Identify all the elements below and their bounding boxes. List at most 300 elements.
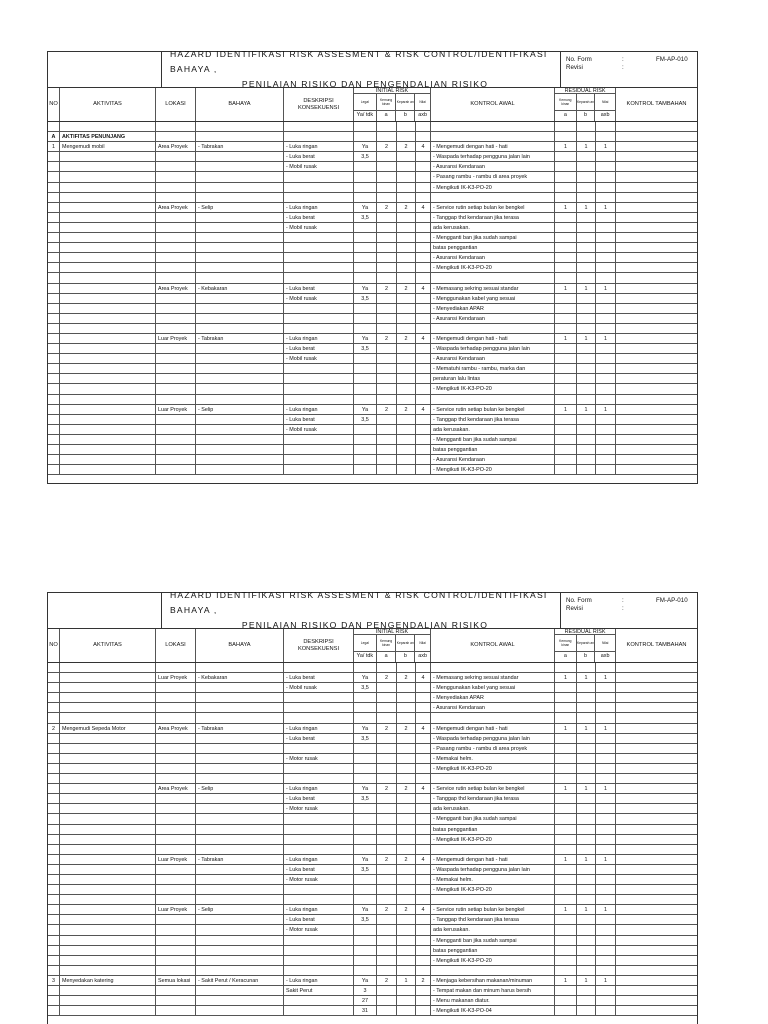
table-cell	[60, 253, 156, 262]
table-cell	[555, 804, 577, 813]
table-cell	[60, 273, 156, 282]
table-cell	[596, 273, 616, 282]
table-cell	[196, 223, 284, 232]
table-cell	[397, 314, 416, 323]
table-cell	[616, 122, 697, 131]
table-cell: - Mobil rusak	[284, 354, 354, 363]
table-cell	[397, 925, 416, 934]
table-cell	[354, 304, 377, 313]
table-cell	[416, 243, 431, 252]
table-cell	[577, 263, 596, 272]
table-cell	[196, 374, 284, 383]
table-cell	[284, 384, 354, 393]
table-cell: Ya	[354, 405, 377, 414]
table-cell	[354, 936, 377, 945]
no-form-value: FM-AP-010	[656, 56, 688, 63]
table-cell	[397, 663, 416, 672]
table-cell	[616, 1006, 697, 1015]
table-cell	[156, 445, 196, 454]
table-cell: 3,5	[354, 915, 377, 924]
table-cell: - Mengikuti IK-K3-PO-20	[431, 956, 555, 965]
table-cell	[555, 152, 577, 161]
table-cell: - Tanggap thd kendaraan jika terasa	[431, 213, 555, 222]
table-cell	[354, 774, 377, 783]
table-cell	[616, 314, 697, 323]
table-cell	[596, 193, 616, 202]
table-cell: - Tanggap thd kendaraan jika terasa	[431, 915, 555, 924]
column-headers	[48, 88, 697, 122]
table-row	[48, 374, 697, 384]
table-cell	[577, 764, 596, 773]
table-cell: - Luka berat	[284, 865, 354, 874]
table-cell	[284, 395, 354, 404]
table-cell	[196, 263, 284, 272]
table-cell: - Tanggap thd kendaraan jika terasa	[431, 415, 555, 424]
table-cell	[60, 835, 156, 844]
table-row	[48, 996, 697, 1006]
table-cell	[48, 223, 60, 232]
table-cell: Semua lokasi	[156, 976, 196, 985]
table-cell: 4	[416, 334, 431, 343]
table-cell	[284, 193, 354, 202]
table-cell: 4	[416, 405, 431, 414]
table-cell	[48, 794, 60, 803]
table-row	[48, 384, 697, 394]
table-cell: - Sakit Perut / Keracunan	[196, 976, 284, 985]
table-cell	[48, 415, 60, 424]
table-cell: 2	[397, 142, 416, 151]
table-cell	[397, 243, 416, 252]
table-cell	[60, 754, 156, 763]
table-cell	[616, 855, 697, 864]
table-cell	[284, 825, 354, 834]
table-cell	[555, 835, 577, 844]
table-cell	[354, 804, 377, 813]
table-cell: 1	[596, 142, 616, 151]
table-row	[48, 273, 697, 283]
table-cell	[616, 734, 697, 743]
table-cell	[354, 122, 377, 131]
table-row	[48, 364, 697, 374]
table-cell	[196, 663, 284, 672]
table-cell	[397, 162, 416, 171]
table-cell: - Luka ringan	[284, 976, 354, 985]
table-cell	[156, 996, 196, 1005]
table-cell: 1	[555, 855, 577, 864]
table-cell	[48, 314, 60, 323]
table-cell	[416, 465, 431, 474]
table-cell	[196, 243, 284, 252]
table-cell	[397, 294, 416, 303]
table-cell	[354, 455, 377, 464]
table-cell	[354, 183, 377, 192]
table-cell	[354, 425, 377, 434]
table-cell	[284, 445, 354, 454]
table-cell	[416, 734, 431, 743]
table-cell	[577, 223, 596, 232]
table-cell	[555, 162, 577, 171]
col-kontrol-awal: KONTROL AWAL	[431, 88, 555, 121]
table-row	[48, 203, 697, 213]
table-cell	[397, 936, 416, 945]
table-cell	[156, 193, 196, 202]
table-cell	[416, 344, 431, 353]
table-cell	[284, 956, 354, 965]
table-cell: Ya	[354, 203, 377, 212]
table-row	[48, 455, 697, 465]
table-cell	[377, 162, 397, 171]
table-cell	[156, 986, 196, 995]
table-cell	[284, 455, 354, 464]
table-cell: 1	[555, 203, 577, 212]
table-cell	[156, 845, 196, 854]
table-cell	[354, 253, 377, 262]
table-row	[48, 925, 697, 935]
table-cell	[616, 986, 697, 995]
table-cell	[596, 865, 616, 874]
table-cell: - Tabrakan	[196, 142, 284, 151]
table-cell	[48, 784, 60, 793]
table-row	[48, 1006, 697, 1016]
table-cell: - Mengikuti IK-K3-PO-20	[431, 384, 555, 393]
table-cell	[596, 693, 616, 702]
table-cell	[431, 966, 555, 975]
table-cell: 1	[596, 673, 616, 682]
table-cell	[156, 754, 196, 763]
table-cell	[60, 915, 156, 924]
table-cell	[431, 895, 555, 904]
table-cell	[577, 865, 596, 874]
table-cell	[377, 925, 397, 934]
table-cell	[48, 445, 60, 454]
table-cell: 4	[416, 203, 431, 212]
table-cell	[60, 703, 156, 712]
table-cell	[377, 455, 397, 464]
table-cell	[60, 162, 156, 171]
table-cell	[354, 395, 377, 404]
table-cell	[60, 213, 156, 222]
table-cell	[416, 996, 431, 1005]
table-cell	[577, 814, 596, 823]
table-cell	[377, 663, 397, 672]
table-cell	[577, 233, 596, 242]
table-cell	[416, 263, 431, 272]
table-cell	[577, 425, 596, 434]
table-cell	[377, 132, 397, 141]
table-cell	[416, 925, 431, 934]
table-cell	[196, 885, 284, 894]
table-cell	[196, 435, 284, 444]
table-cell	[196, 693, 284, 702]
table-cell	[577, 162, 596, 171]
table-cell	[196, 233, 284, 242]
table-cell	[616, 976, 697, 985]
table-cell	[577, 774, 596, 783]
table-cell	[196, 425, 284, 434]
table-cell	[48, 925, 60, 934]
form-header	[48, 590, 697, 630]
table-cell	[48, 865, 60, 874]
table-cell: - Mematuhi rambu - rambu, marka dan	[431, 364, 555, 373]
table-cell	[577, 703, 596, 712]
table-cell: 1	[596, 334, 616, 343]
table-cell	[596, 223, 616, 232]
table-cell	[596, 764, 616, 773]
table-cell	[616, 243, 697, 252]
table-cell	[616, 354, 697, 363]
table-cell	[377, 845, 397, 854]
table-cell: 2	[377, 673, 397, 682]
table-cell	[397, 915, 416, 924]
table-cell	[577, 875, 596, 884]
table-cell	[555, 344, 577, 353]
table-cell	[354, 875, 377, 884]
table-cell: 1	[596, 203, 616, 212]
table-cell: - Kebakaran	[196, 673, 284, 682]
table-cell: - Menggunakan kabel yang sesuai	[431, 294, 555, 303]
table-row	[48, 243, 697, 253]
table-cell	[196, 764, 284, 773]
table-cell	[354, 825, 377, 834]
initial-risk-group: INITIAL RISK Legal Kemung kinan Keparah an Nilai Ya/ tdk a b axb	[354, 629, 431, 662]
table-cell	[284, 996, 354, 1005]
table-cell: Area Proyek	[156, 203, 196, 212]
table-row	[48, 794, 697, 804]
table-row	[48, 183, 697, 193]
table-cell	[377, 152, 397, 161]
table-cell	[377, 344, 397, 353]
col-bahaya: BAHAYA	[196, 88, 284, 121]
table-cell	[596, 344, 616, 353]
table-cell	[196, 324, 284, 333]
table-cell	[60, 865, 156, 874]
table-cell	[284, 273, 354, 282]
table-cell	[555, 956, 577, 965]
table-cell	[284, 364, 354, 373]
table-cell	[48, 734, 60, 743]
table-cell: Ya	[354, 142, 377, 151]
table-cell	[48, 364, 60, 373]
table-cell	[156, 354, 196, 363]
table-cell	[156, 415, 196, 424]
table-cell	[555, 915, 577, 924]
table-cell: - Mengikuti IK-K3-PO-20	[431, 183, 555, 192]
table-cell	[156, 764, 196, 773]
table-cell	[196, 986, 284, 995]
form-title	[162, 590, 561, 630]
form-meta: No. Form : FM-AP-010 Revisi :	[566, 597, 688, 612]
table-cell	[377, 693, 397, 702]
col-lokasi: LOKASI	[156, 629, 196, 662]
table-cell	[48, 152, 60, 161]
table-cell	[48, 754, 60, 763]
table-cell	[416, 683, 431, 692]
table-cell	[596, 845, 616, 854]
table-cell	[60, 415, 156, 424]
table-cell: - Luka berat	[284, 152, 354, 161]
table-cell	[555, 936, 577, 945]
table-cell	[60, 774, 156, 783]
table-cell	[616, 754, 697, 763]
residual-risk-group: RESIDUAL RISK Kemung kinan Keparah an Nilai a b axb	[555, 88, 616, 121]
table-cell	[555, 754, 577, 763]
table-cell: 1	[577, 142, 596, 151]
table-cell	[354, 956, 377, 965]
table-cell	[596, 966, 616, 975]
table-cell	[48, 915, 60, 924]
table-cell	[48, 263, 60, 272]
table-body	[48, 122, 697, 475]
table-cell: - Menu makanan diatur.	[431, 996, 555, 1005]
table-cell	[416, 814, 431, 823]
table-cell: - Menyediakan APAR	[431, 693, 555, 702]
table-cell	[397, 132, 416, 141]
table-cell	[555, 774, 577, 783]
table-cell	[416, 956, 431, 965]
table-cell	[284, 233, 354, 242]
table-cell	[48, 213, 60, 222]
table-cell	[156, 364, 196, 373]
table-cell	[60, 986, 156, 995]
table-cell	[555, 744, 577, 753]
table-cell	[60, 814, 156, 823]
table-cell	[596, 183, 616, 192]
table-cell	[196, 273, 284, 282]
table-cell	[555, 764, 577, 773]
table-cell	[577, 885, 596, 894]
table-cell	[377, 865, 397, 874]
table-cell	[577, 344, 596, 353]
table-row	[48, 804, 697, 814]
table-cell: 3,5	[354, 683, 377, 692]
table-cell	[616, 405, 697, 414]
table-cell: - Luka berat	[284, 734, 354, 743]
no-form-label: No. Form	[566, 597, 592, 604]
table-cell: - Menyediakan APAR	[431, 304, 555, 313]
table-row	[48, 162, 697, 172]
table-cell: 3,5	[354, 794, 377, 803]
table-cell: 27	[354, 996, 377, 1005]
table-cell	[555, 693, 577, 702]
table-cell	[196, 703, 284, 712]
table-cell	[60, 784, 156, 793]
table-cell	[616, 273, 697, 282]
table-cell	[354, 233, 377, 242]
table-row	[48, 713, 697, 723]
table-cell	[596, 314, 616, 323]
table-cell	[48, 956, 60, 965]
table-cell	[156, 172, 196, 181]
table-cell	[397, 364, 416, 373]
table-cell	[616, 213, 697, 222]
table-cell	[616, 825, 697, 834]
table-row	[48, 152, 697, 162]
table-cell	[431, 132, 555, 141]
table-cell	[577, 364, 596, 373]
table-cell	[616, 683, 697, 692]
initial-risk-title: INITIAL RISK	[354, 629, 430, 635]
table-row	[48, 774, 697, 784]
table-cell	[596, 895, 616, 904]
table-cell: 1	[555, 142, 577, 151]
table-cell	[616, 324, 697, 333]
table-row	[48, 986, 697, 996]
table-cell	[577, 384, 596, 393]
table-cell	[555, 233, 577, 242]
table-cell	[416, 233, 431, 242]
col-deskripsi: DESKRIPSI KONSEKUENSI	[284, 629, 354, 662]
table-cell	[156, 875, 196, 884]
table-cell: - Service rutin setiap bulan ke bengkel	[431, 905, 555, 914]
table-row	[48, 673, 697, 683]
table-cell	[577, 794, 596, 803]
table-cell: - Selip	[196, 405, 284, 414]
table-cell: - Mengemudi dengan hati - hati	[431, 855, 555, 864]
table-cell	[60, 435, 156, 444]
table-cell	[48, 774, 60, 783]
table-cell: Area Proyek	[156, 784, 196, 793]
table-cell	[416, 966, 431, 975]
table-cell	[48, 693, 60, 702]
table-cell	[60, 895, 156, 904]
table-cell	[416, 223, 431, 232]
table-cell: 1	[596, 784, 616, 793]
table-cell	[377, 465, 397, 474]
table-cell: 2	[397, 334, 416, 343]
table-cell	[555, 875, 577, 884]
table-cell	[48, 465, 60, 474]
table-cell	[156, 233, 196, 242]
logo-area	[48, 593, 162, 628]
table-cell	[60, 374, 156, 383]
table-cell	[377, 273, 397, 282]
table-cell	[377, 895, 397, 904]
table-cell: 2	[377, 905, 397, 914]
table-cell	[416, 693, 431, 702]
table-cell	[397, 966, 416, 975]
table-cell	[431, 663, 555, 672]
table-cell	[60, 294, 156, 303]
table-cell	[555, 1006, 577, 1015]
table-cell: - Waspada terhadap pengguna jalan lain	[431, 734, 555, 743]
table-cell: 2	[48, 724, 60, 733]
table-cell	[60, 203, 156, 212]
table-cell	[416, 744, 431, 753]
table-cell	[416, 193, 431, 202]
table-row	[48, 284, 697, 294]
table-cell	[397, 344, 416, 353]
table-cell: Area Proyek	[156, 142, 196, 151]
table-cell	[48, 663, 60, 672]
table-cell	[416, 162, 431, 171]
table-cell	[555, 213, 577, 222]
table-cell: 4	[416, 673, 431, 682]
table-cell	[48, 855, 60, 864]
table-cell	[354, 663, 377, 672]
table-cell	[577, 754, 596, 763]
table-cell	[354, 814, 377, 823]
table-cell	[60, 152, 156, 161]
table-cell	[156, 344, 196, 353]
table-row	[48, 764, 697, 774]
table-cell	[431, 324, 555, 333]
table-cell	[577, 314, 596, 323]
table-cell	[397, 946, 416, 955]
table-cell: - Luka berat	[284, 284, 354, 293]
table-cell: - Asuransi Kendaraan	[431, 162, 555, 171]
table-cell	[60, 314, 156, 323]
table-cell	[555, 253, 577, 262]
